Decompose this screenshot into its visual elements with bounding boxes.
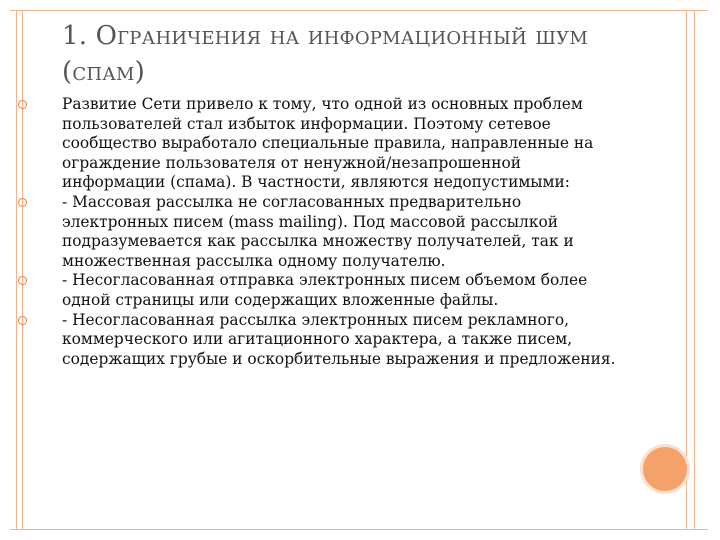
list-item-text: - Массовая рассылка не согласованных предварительно электронных писем (mass mailing). Под массовой рассылкой подразумевается как рассылка множеству получателей, так и множественная рассылка одному получателю. — [62, 192, 574, 270]
frame-line-top — [10, 10, 708, 11]
list-item — [18, 311, 618, 370]
bullet-icon — [18, 276, 27, 285]
bullet-list — [18, 95, 618, 369]
list-item — [18, 271, 618, 310]
slide-title-number: 1. — [62, 21, 96, 51]
frame-line-right-outer — [694, 10, 695, 530]
frame-line-bottom — [10, 529, 708, 530]
slide-title-text: Ограничения на информационный шум (спам) — [62, 21, 588, 87]
frame-line-right-inner — [686, 10, 687, 530]
list-item-text: Развитие Сети привело к тому, что одной из основных проблем пользователей стал избыток информации. Поэтому сетевое сообщество выработало специальные правила, направленные на ограждение пользователя от ненужной/незапрошенной информации (спама). В частности, являются недопустимыми: — [62, 95, 594, 192]
decorative-circle — [643, 447, 687, 491]
list-item — [18, 193, 618, 271]
slide-title — [62, 18, 622, 90]
frame-line-left-outer — [16, 10, 17, 530]
list-item — [18, 95, 618, 193]
bullet-icon — [18, 198, 27, 207]
bullet-icon — [18, 100, 27, 109]
list-item-text: - Несогласованная отправка электронных писем объемом более одной страницы или содержащих вложенные файлы. — [62, 271, 588, 309]
bullet-icon — [18, 316, 27, 325]
list-item-text: - Несогласованная рассылка электронных писем рекламного, коммерческого или агитационного характера, а также писем, содержащих грубые и оскорбительные выражения и предложения. — [62, 310, 616, 368]
